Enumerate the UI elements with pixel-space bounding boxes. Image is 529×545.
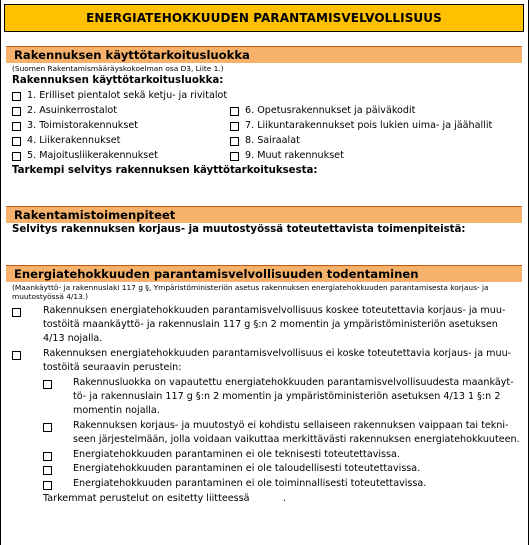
usage-option-4-checkbox[interactable] [12,137,21,146]
construction-measures-label: Selvitys rakennuksen korjaus- ja muutostyössä toteutettavista toimenpiteistä: [12,224,466,235]
usage-option-1-label: 1. Erilliset pientalot sekä ketju- ja rivitalot [27,90,228,101]
usage-class-label: Rakennuksen käyttötarkoitusluokka: [12,75,224,86]
usage-option-9-label: 9. Muut rakennukset [245,150,344,161]
not-economically-feasible-checkbox[interactable] [43,466,52,475]
no-envelope-work-line-1: Rakennuksen korjaus- ja muutostyö ei kohdistu sellaiseen rakennuksen vaippaan tai tekni- [73,420,509,431]
not-functionally-feasible-checkbox[interactable] [43,481,52,490]
form-title [4,4,524,32]
usage-class-note: (Suomen Rakentamismääräyskokoelman osa D3, Liite 1.) [12,64,224,73]
exempt-building-class-checkbox[interactable] [43,380,52,389]
section-header-construction-measures: Rakentamistoimenpiteet [6,206,522,223]
usage-option-7-label: 7. Liikuntarakennukset pois lukien uima- ja jäähallit [245,120,493,131]
usage-detail-label: Tarkempi selvitys rakennuksen käyttötarkoituksesta: [12,165,318,176]
not-economically-feasible-text: Energiatehokkuuden parantaminen ei ole taloudellisesti toteutettavissa. [73,463,421,474]
obligation-applies-line-2: tostöitä maankäyttö- ja rakennuslain 117 g §:n 2 momentin ja ympäristöministeriön asetuksen [43,319,498,330]
no-envelope-work-checkbox[interactable] [43,423,52,432]
usage-option-4-label: 4. Liikerakennukset [27,135,121,146]
usage-option-5-label: 5. Majoitusliikerakennukset [27,150,158,161]
usage-option-6-label: 6. Opetusrakennukset ja päiväkodit [245,105,416,116]
obligation-applies-line-3: 4/13 nojalla. [43,333,103,344]
further-reasons-label: Tarkemmat perustelut on esitetty liitteessä [43,493,250,504]
form-title-text: ENERGIATEHOKKUUDEN PARANTAMISVELVOLLISUUS [86,11,442,25]
not-technically-feasible-checkbox[interactable] [43,452,52,461]
further-reasons-attachment-field[interactable]: . [283,493,287,504]
usage-option-6-checkbox[interactable] [230,107,239,116]
usage-option-2-checkbox[interactable] [12,107,21,116]
usage-option-5-checkbox[interactable] [12,152,21,161]
not-technically-feasible-text: Energiatehokkuuden parantaminen ei ole teknisesti toteutettavissa. [73,449,400,460]
exempt-building-class-line-2: tö- ja rakennuslain 117 g §:n 2 momentin ja ympäristöministeriön asetuksen 4/13 1 §:n 2 [73,391,501,402]
obligation-not-applies-text [43,347,511,375]
usage-option-7-checkbox[interactable] [230,122,239,131]
not-functionally-feasible-text: Energiatehokkuuden parantaminen ei ole toiminnallisesti toteutettavissa. [73,478,427,489]
obligation-applies-line-1: Rakennuksen energiatehokkuuden parantamisvelvollisuus koskee toteutettavia korjaus- ja muu- [43,305,506,316]
usage-option-1-checkbox[interactable] [12,92,21,101]
usage-option-3-label: 3. Toimistorakennukset [27,120,139,131]
obligation-applies-checkbox[interactable] [12,308,21,317]
obligation-not-applies-line-2: tostöitä seuraavin perustein: [43,362,182,373]
usage-option-8-checkbox[interactable] [230,137,239,146]
usage-option-9-checkbox[interactable] [230,152,239,161]
exempt-building-class-text [73,376,514,418]
obligation-applies-text [43,304,505,346]
no-envelope-work-line-2: seen järjestelmään, jolla voidaan vaikuttaa merkittävästi rakennuksen energiatehokkuuteen. [73,434,520,445]
obligation-not-applies-line-1: Rakennuksen energiatehokkuuden parantamisvelvollisuus ei koske toteutettavia korjaus- ja muu- [43,348,512,359]
exempt-building-class-line-3: momentin nojalla. [73,405,160,416]
usage-option-2-label: 2. Asuinkerrostalot [27,105,118,116]
verification-note-line-1: (Maankäyttö- ja rakennuslaki 117 g §, Ympäristöministeriön asetus rakennuksen energiatehokkuuden parantamisesta korjaus- ja [12,283,489,292]
no-envelope-work-text [73,419,520,447]
section-header-usage-class: Rakennuksen käyttötarkoitusluokka [6,46,522,63]
exempt-building-class-line-1: Rakennusluokka on vapautettu energiatehokkuuden parantamisvelvollisuudesta maankäyt- [73,377,514,388]
verification-note-line-2: muutostyössä 4/13.) [12,292,89,301]
usage-option-8-label: 8. Sairaalat [245,135,300,146]
usage-option-3-checkbox[interactable] [12,122,21,131]
section-header-verification: Energiatehokkuuden parantamisvelvollisuuden todentaminen [6,265,522,282]
obligation-not-applies-checkbox[interactable] [12,351,21,360]
